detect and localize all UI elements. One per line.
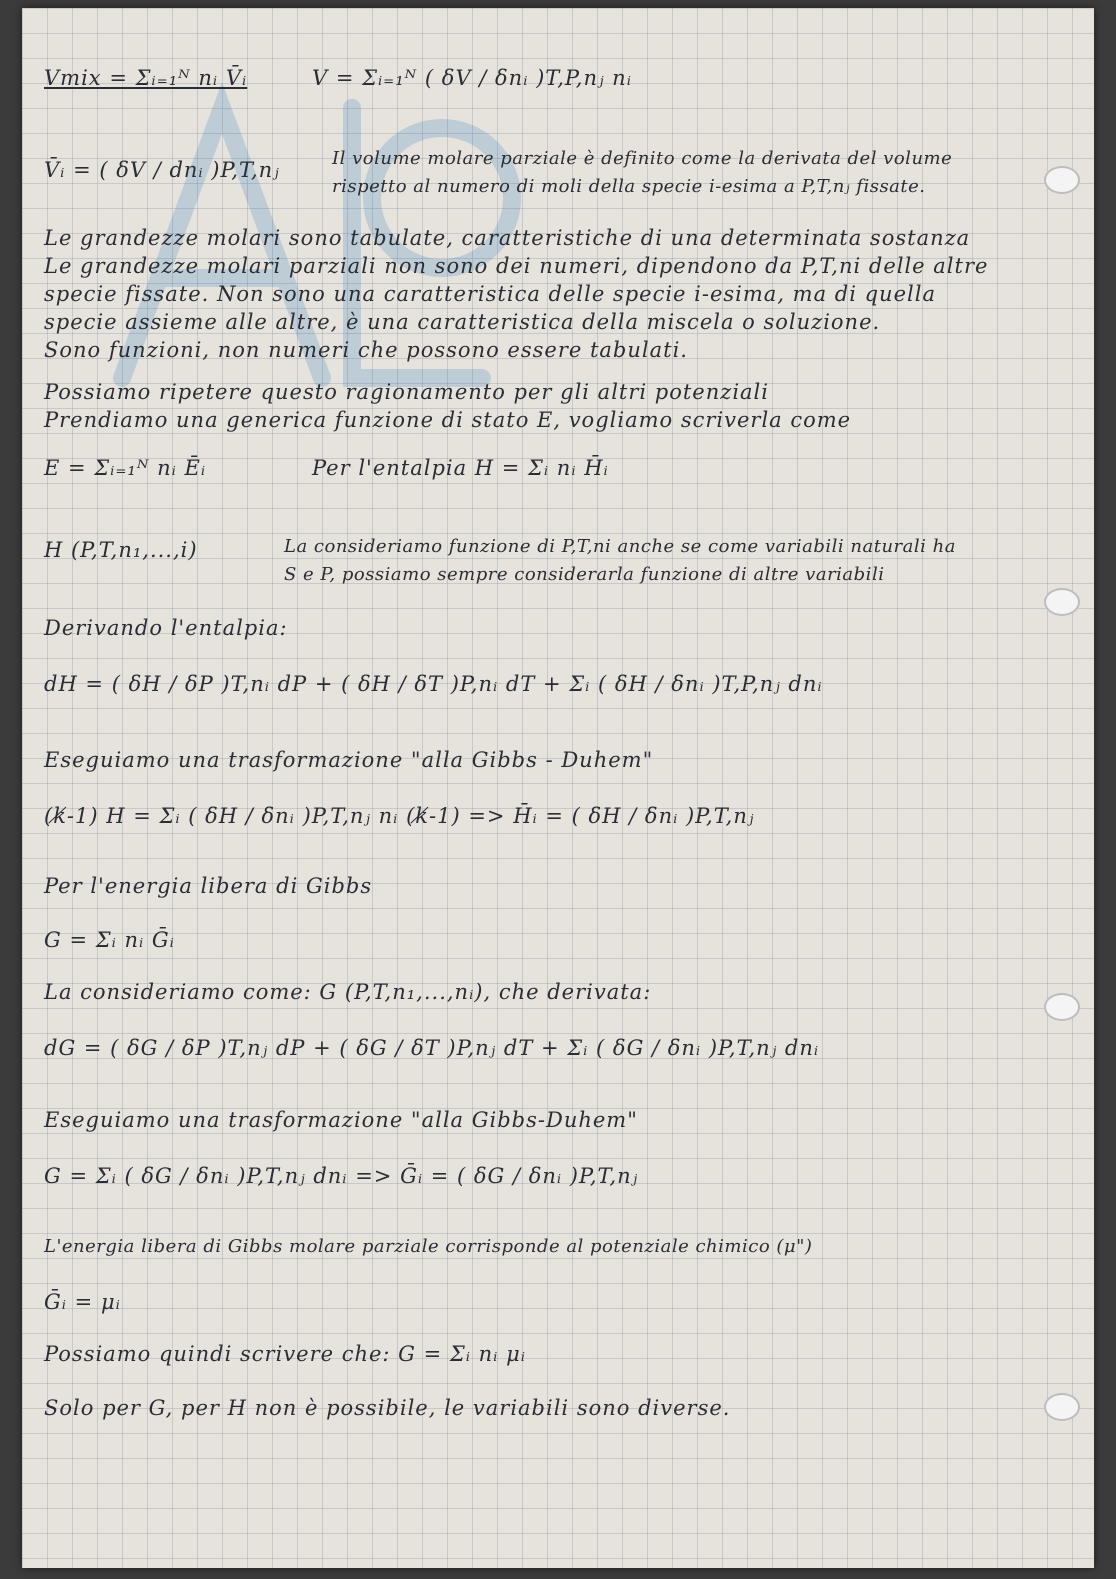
section-heading: Per l'energia libera di Gibbs: [44, 874, 373, 898]
equation-enthalpy: Per l'entalpia H = Σᵢ nᵢ H̄ᵢ: [312, 456, 609, 480]
equation-e-sum: E = Σᵢ₌₁ᴺ nᵢ Ēᵢ: [44, 456, 207, 480]
binder-hole: [1044, 588, 1080, 616]
equation-dg: dG = ( δG / δP )T,nⱼ dP + ( δG / δT )P,nⱼ dT + Σᵢ ( δG / δnᵢ )P,T,nⱼ dnᵢ: [44, 1036, 820, 1060]
equation-gibbs-duhem-h: (k̸-1) H = Σᵢ ( δH / δnᵢ )P,T,nⱼ nᵢ (k̸-1) => H̄ᵢ = ( δH / δnᵢ )P,T,nⱼ: [44, 804, 755, 828]
text-line: Le grandezze molari sono tabulate, caratteristiche di una determinata sostanza: [44, 226, 971, 250]
text-line: Sono funzioni, non numeri che possono essere tabulati.: [44, 338, 688, 362]
text-line: La consideriamo come: G (P,T,n₁,...,nᵢ), che derivata:: [44, 980, 652, 1004]
equation-chemical-potential: Ḡᵢ = μᵢ: [44, 1290, 121, 1314]
text-line: Prendiamo una generica funzione di stato E, vogliamo scriverla come: [44, 408, 852, 432]
text-line: S e P, possiamo sempre considerarla funzione di altre variabili: [284, 564, 885, 585]
definition-line-1: Il volume molare parziale è definito come la derivata del volume: [332, 148, 953, 169]
binder-hole: [1044, 1393, 1080, 1421]
definition-line-2: rispetto al numero di moli della specie i-esima a P,T,nⱼ fissate.: [332, 176, 926, 197]
equation-h-function: H (P,T,n₁,...,i): [44, 538, 198, 562]
text-line: Possiamo ripetere questo ragionamento per gli altri potenziali: [44, 380, 769, 404]
binder-hole: [1044, 993, 1080, 1021]
text-line: La consideriamo funzione di P,T,ni anche se come variabili naturali ha: [284, 536, 956, 557]
text-line: Eseguiamo una trasformazione "alla Gibbs - Duhem": [44, 748, 654, 772]
equation-v-sum: V = Σᵢ₌₁ᴺ ( δV / δnᵢ )T,P,nⱼ nᵢ: [312, 66, 632, 90]
binder-hole: [1044, 166, 1080, 194]
text-line: Possiamo quindi scrivere che: G = Σᵢ nᵢ μᵢ: [44, 1342, 526, 1366]
text-line: L'energia libera di Gibbs molare parziale corrisponde al potenziale chimico (μ"): [44, 1236, 813, 1257]
equation-gibbs-duhem-g: G = Σᵢ ( δG / δnᵢ )P,T,nⱼ dnᵢ => Ḡᵢ = ( δG / δnᵢ )P,T,nⱼ: [44, 1164, 639, 1188]
text-line: Solo per G, per H non è possibile, le variabili sono diverse.: [44, 1396, 731, 1420]
equation-g-sum: G = Σᵢ nᵢ Ḡᵢ: [44, 928, 175, 952]
text-line: specie fissate. Non sono una caratteristica delle specie i-esima, ma di quella: [44, 282, 936, 306]
section-heading: Derivando l'entalpia:: [44, 616, 288, 640]
text-line: Le grandezze molari parziali non sono dei numeri, dipendono da P,T,ni delle altre: [44, 254, 989, 278]
equation-dh: dH = ( δH / δP )T,nᵢ dP + ( δH / δT )P,nᵢ dT + Σᵢ ( δH / δnᵢ )T,P,nⱼ dnᵢ: [44, 672, 823, 696]
equation-vmix: Vmix = Σᵢ₌₁ᴺ nᵢ V̄ᵢ: [44, 66, 248, 90]
text-line: specie assieme alle altre, è una caratteristica della miscela o soluzione.: [44, 310, 881, 334]
equation-partial-volume: V̄ᵢ = ( δV / dnᵢ )P,T,nⱼ: [44, 158, 280, 182]
text-line: Eseguiamo una trasformazione "alla Gibbs-Duhem": [44, 1108, 638, 1132]
notebook-page: [22, 8, 1094, 1568]
